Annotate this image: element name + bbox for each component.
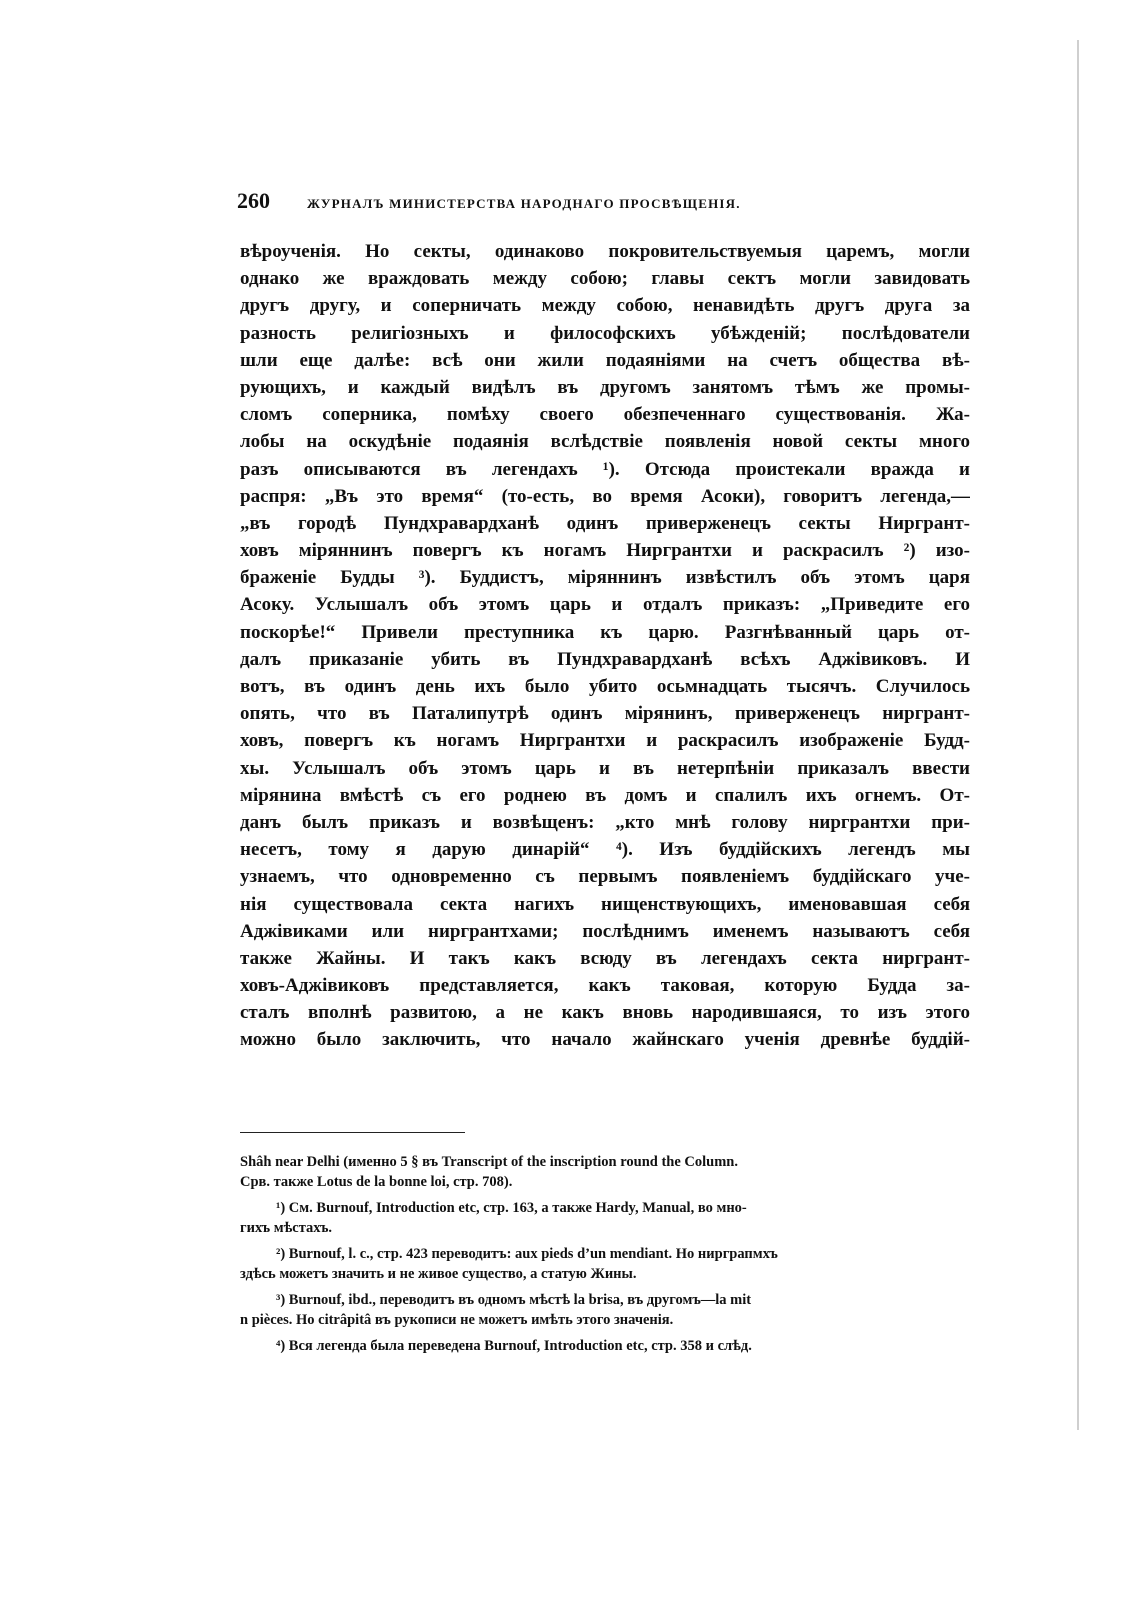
text-line: хы. Услышалъ объ этомъ царь и въ нетерпѣніи приказалъ ввести [240,757,970,779]
text-line: шли еще далѣе: всѣ они жили подаяніями на счетъ общества вѣ- [240,349,970,371]
footnotes [240,1152,970,1356]
page-number: 260 [237,188,270,213]
text-line: браженіе Будды ³). Буддистъ, міряннинъ извѣстилъ объ этомъ царя [240,567,970,589]
text-line: можно было заключить, что начало жайнскаго ученія древнѣе буддій- [240,1029,970,1051]
page-header [237,188,972,214]
text-line: „въ городѣ Пундхравардханѣ одинъ приверженецъ секты Ниргрант- [240,512,970,534]
footnote [240,1336,970,1356]
text-line: несетъ, тому я дарую динарій“ ⁴). Изъ буддійскихъ легендъ мы [240,839,970,861]
footnote [240,1290,970,1330]
footnote-line: ³) Burnouf, ibd., переводитъ въ одномъ мѣстѣ la brisa, въ другомъ—la mit [276,1292,752,1308]
text-line: далъ приказаніе убить въ Пундхравардханѣ всѣхъ Аджівиковъ. И [240,648,970,670]
text-line: сломъ соперника, помѣху своего обезпеченнаго существованія. Жа- [240,404,970,426]
text-line: вѣроученія. Но секты, одинаково покровительствуемыя царемъ, могли [240,241,970,262]
footnote [240,1244,970,1284]
footnote-line: здѣсь можетъ значить и не живое существо, а статую Жины. [240,1266,637,1282]
text-line: узнаемъ, что одновременно съ первымъ появленіемъ буддійскаго уче- [240,866,970,888]
footnote-line: Срв. также Lotus de la bonne loi, стр. 708). [240,1174,513,1190]
footnote-line: Shâh near Delhi (именно 5 § въ Transcript of the inscription round the Column. [240,1154,738,1170]
footnote-line: ²) Burnouf, l. c., стр. 423 переводитъ: aux pieds d’un mendiant. Но нирграпмхъ [276,1246,778,1262]
running-title: ЖУРНАЛЪ МИНИСТЕРСТВА НАРОДНАГО ПРОСВѢЩЕНІЯ. [307,196,741,211]
text-line: другъ другу, и соперничать между собою, ненавидѣть другъ друга за [240,295,970,317]
footnote [240,1198,970,1238]
text-line: однако же враждовать между собою; главы сектъ могли завидовать [240,268,970,290]
footnote-line: ¹) См. Burnouf, Introduction etc, стр. 163, а также Hardy, Manual, во мно- [276,1200,747,1216]
text-line: Аджівиками или ниргрантхами; послѣднимъ именемъ называютъ себя [240,920,970,942]
text-line: лобы на оскудѣніе подаянія вслѣдствіе появленія новой секты много [240,431,970,453]
text-line: распря: „Въ это время“ (то-есть, во время Асоки), говоритъ легенда,— [240,485,970,507]
text-line: данъ былъ приказъ и возвѣщенъ: „кто мнѣ голову ниргрантхи при- [240,811,970,833]
text-line: вотъ, въ одинъ день ихъ было убито осьмнадцать тысячъ. Случилось [240,676,970,697]
text-line: Асоку. Услышалъ объ этомъ царь и отдалъ приказъ: „Приведите его [240,594,970,616]
footnote-line: гихъ мѣстахъ. [240,1220,333,1236]
text-line: поскорѣе!“ Привели преступника къ царю. Разгнѣванный царь от- [240,621,970,643]
text-line: разъ описываются въ легендахъ ¹). Отсюда проистекали вражда и [240,458,970,480]
text-line: ховъ міряннинъ повергъ къ ногамъ Ниргрантхи и раскрасилъ ²) изо- [240,540,970,562]
footnote [240,1152,970,1192]
text-line: разность религіозныхъ и философскихъ убѣжденій; послѣдователи [240,322,970,344]
footnote-rule [240,1132,465,1133]
text-line: нія существовала секта нагихъ нищенствующихъ, именовавшая себя [240,893,970,915]
text-line: сталъ вполнѣ развитою, а не какъ вновь народившаяся, то изъ этого [240,1002,970,1024]
text-line: ховъ, повергъ къ ногамъ Ниргрантхи и раскрасилъ изображеніе Будд- [240,730,970,752]
body-text [240,238,970,1054]
text-line: рующихъ, и каждый видѣлъ въ другомъ занятомъ тѣмъ же промы- [240,376,970,398]
text-line: мірянина вмѣстѣ съ его роднею въ домъ и спалилъ ихъ огнемъ. От- [240,784,970,806]
text-line: также Жайны. И такъ какъ всюду въ легендахъ секта ниргрант- [240,947,970,969]
text-line: опять, что въ Паталипутрѣ одинъ мірянинъ, приверженецъ ниргрант- [240,703,970,725]
footnote-line: n pièces. Но citrâpitâ въ рукописи не можетъ имѣть этого значенія. [240,1312,674,1328]
footnote-line: ⁴) Вся легенда была переведена Burnouf, Introduction etc, стр. 358 и слѣд. [276,1338,752,1354]
page-edge-line [1077,40,1079,1430]
text-line: ховъ-Аджівиковъ представляется, какъ таковая, которую Будда за- [240,975,970,997]
